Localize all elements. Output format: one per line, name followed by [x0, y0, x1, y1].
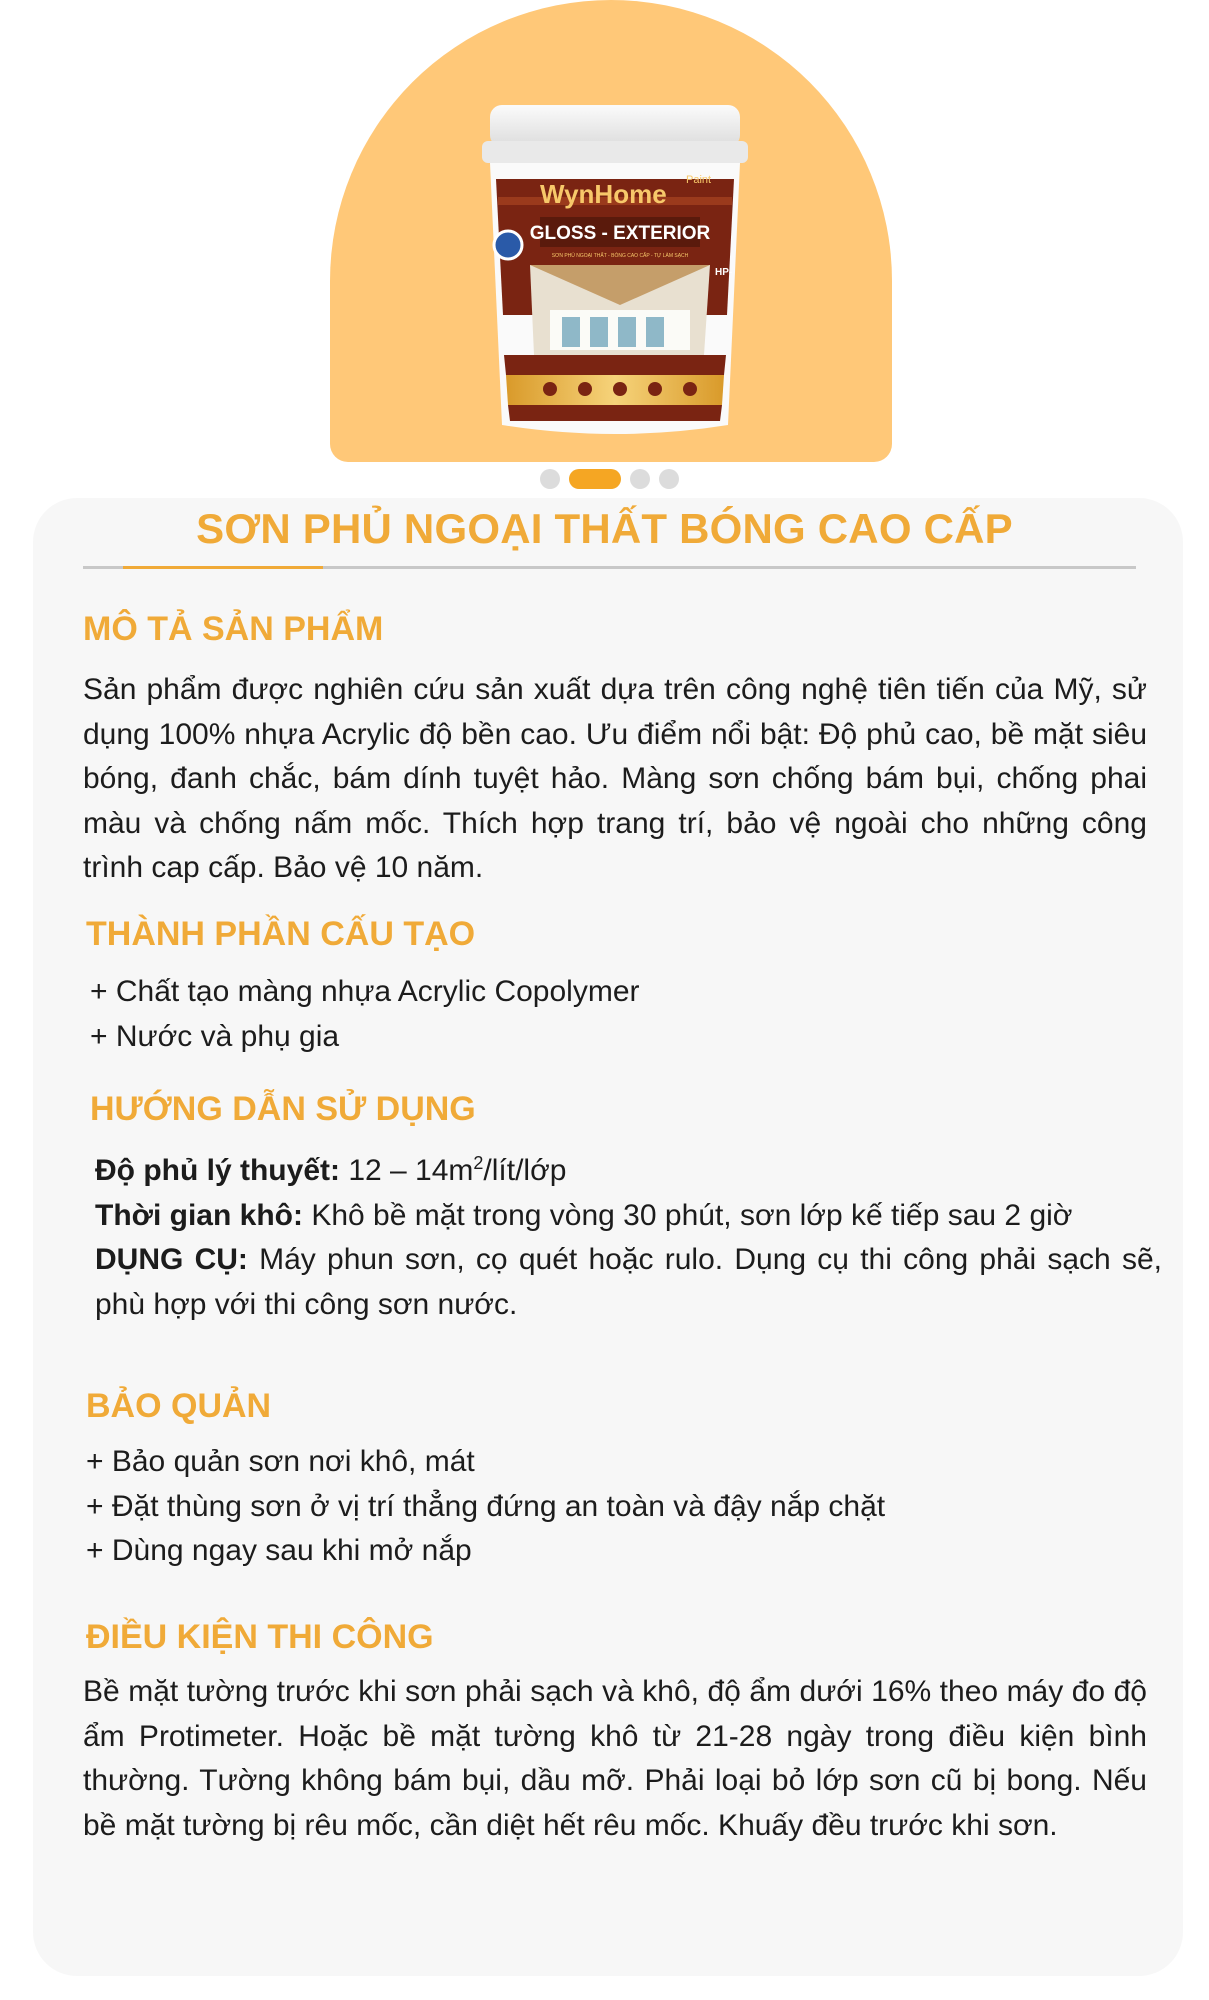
carousel-dots [540, 469, 679, 489]
usage-details [95, 1141, 1162, 1327]
coverage-value: 12 – 14m [339, 1154, 474, 1187]
title-divider [83, 566, 1136, 569]
product-line-text: GLOSS - EXTERIOR [529, 223, 711, 244]
coverage-unit: /lít/lớp [483, 1154, 567, 1187]
conditions-text: Bề mặt tường trước khi sơn phải sạch và khô, độ ẩm dưới 16% theo máy đo độ ẩm Protimeter. Hoặc bề mặt tường khô từ 21-28 ngày trong điều kiện bình thường. Tường không bám bụi, dầu mỡ. Phải loại bỏ lớp sơn cũ bị bong. Nếu bề mặt tường bị rêu mốc, cần diệt hết rêu mốc. Khuấy đều trước khi sơn. [83, 1675, 1147, 1842]
list-item: + Dùng ngay sau khi mở nắp [86, 1534, 472, 1567]
conditions-heading: ĐIỀU KIỆN THI CÔNG [86, 1618, 434, 1656]
coverage-label: Độ phủ lý thuyết: [95, 1154, 340, 1187]
coverage-line [95, 1141, 1162, 1194]
tools-value: Máy phun sơn, cọ quét hoặc rulo. Dụng cụ thi công phải sạch sẽ, phù hợp với thi công sơn nước. [95, 1243, 1162, 1321]
carousel-dot[interactable] [540, 469, 560, 489]
paint-bucket-image [470, 105, 760, 440]
description-heading: MÔ TẢ SẢN PHẨM [83, 610, 384, 648]
storage-list [86, 1440, 885, 1574]
brand-logo-text: WynHome [540, 179, 667, 209]
description-text: Sản phẩm được nghiên cứu sản xuất dựa trên công nghệ tiên tiến của Mỹ, sử dụng 100% nhựa Acrylic độ bền cao. Ưu điểm nổi bật: Độ phủ cao, bề mặt siêu bóng, đanh chắc, bám dính tuyệt hảo. Màng sơn chống bám bụi, chống phai màu và chống nấm mốc. Thích hợp trang trí, bảo vệ ngoài cho những công trình cap cấp. Bảo vệ 10 năm. [83, 673, 1147, 884]
list-item: + Nước và phụ gia [90, 1019, 340, 1053]
coverage-sup: 2 [473, 1153, 484, 1173]
carousel-dot-active[interactable] [569, 469, 621, 489]
product-title: SƠN PHỦ NGOẠI THẤT BÓNG CAO CẤP [196, 505, 1013, 552]
storage-heading: BẢO QUẢN [86, 1387, 272, 1425]
list-item: + Bảo quản sơn nơi khô, mát [86, 1445, 475, 1478]
tools-line [95, 1238, 1162, 1327]
tools-label: DỤNG CỤ: [95, 1243, 248, 1276]
list-item: + Đặt thùng sơn ở vị trí thẳng đứng an toàn và đậy nắp chặt [86, 1489, 886, 1523]
drying-value: Khô bề mặt trong vòng 30 phút, sơn lớp kế tiếp sau 2 giờ [302, 1198, 1073, 1232]
brand-sub-text: Paint [686, 174, 712, 186]
drying-line [95, 1194, 1162, 1239]
drying-label: Thời gian khô: [95, 1198, 303, 1232]
product-code-text: HP- [715, 267, 733, 278]
usage-heading: HƯỚNG DẪN SỬ DỤNG [90, 1090, 476, 1128]
list-item: + Chất tạo màng nhựa Acrylic Copolymer [90, 975, 640, 1008]
carousel-dot[interactable] [630, 469, 650, 489]
composition-list [90, 970, 640, 1059]
composition-heading: THÀNH PHẦN CẤU TẠO [86, 915, 476, 953]
product-sub-text: SƠN PHỦ NGOẠI THẤT - BÓNG CAO CẤP - TỰ LÀM SẠCH [551, 253, 689, 259]
carousel-dot[interactable] [659, 469, 679, 489]
title-divider-accent [123, 566, 323, 569]
product-image-area [330, 0, 892, 462]
